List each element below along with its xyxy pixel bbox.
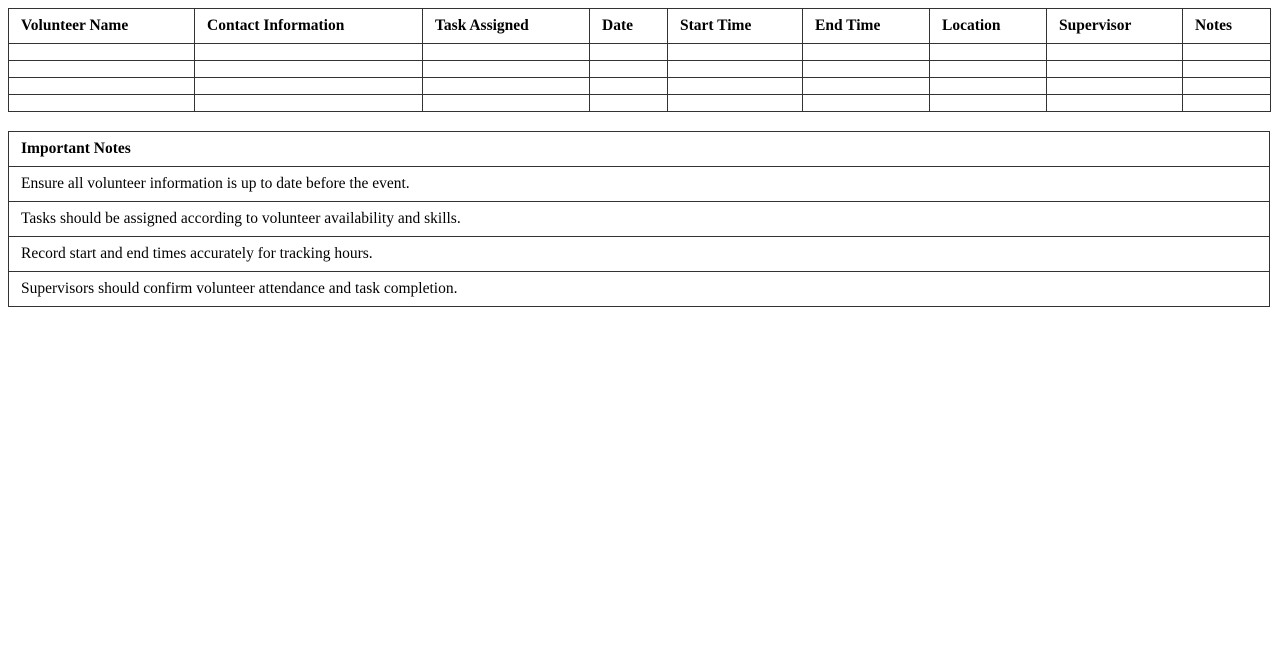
table-cell[interactable] — [590, 95, 668, 112]
column-header-location: Location — [930, 9, 1047, 44]
table-cell[interactable] — [1183, 44, 1271, 61]
table-cell[interactable] — [423, 44, 590, 61]
column-header-notes: Notes — [1183, 9, 1271, 44]
table-cell[interactable] — [930, 44, 1047, 61]
table-cell[interactable] — [1183, 95, 1271, 112]
table-cell[interactable] — [803, 78, 930, 95]
table-cell[interactable] — [1047, 61, 1183, 78]
document-body — [8, 8, 1270, 307]
table-cell[interactable] — [423, 95, 590, 112]
table-cell[interactable] — [1047, 95, 1183, 112]
list-item — [9, 237, 1270, 272]
table-cell[interactable] — [590, 61, 668, 78]
notes-title: Important Notes — [9, 132, 1270, 167]
table-cell[interactable] — [803, 44, 930, 61]
list-item — [9, 272, 1270, 307]
note-text: Ensure all volunteer information is up to date before the event. — [9, 167, 1270, 202]
notes-header-row — [9, 132, 1270, 167]
table-cell[interactable] — [668, 95, 803, 112]
table-cell[interactable] — [195, 44, 423, 61]
important-notes-table — [8, 131, 1270, 307]
table-cell[interactable] — [195, 95, 423, 112]
table-row — [9, 44, 1271, 61]
table-cell[interactable] — [423, 78, 590, 95]
table-row — [9, 61, 1271, 78]
column-header-start-time: Start Time — [668, 9, 803, 44]
table-cell[interactable] — [9, 78, 195, 95]
note-text: Supervisors should confirm volunteer attendance and task completion. — [9, 272, 1270, 307]
table-cell[interactable] — [803, 95, 930, 112]
column-header-volunteer-name: Volunteer Name — [9, 9, 195, 44]
table-cell[interactable] — [195, 61, 423, 78]
column-header-end-time: End Time — [803, 9, 930, 44]
table-cell[interactable] — [590, 78, 668, 95]
table-cell[interactable] — [9, 95, 195, 112]
table-cell[interactable] — [195, 78, 423, 95]
table-cell[interactable] — [1183, 78, 1271, 95]
table-cell[interactable] — [803, 61, 930, 78]
column-header-task-assigned: Task Assigned — [423, 9, 590, 44]
table-cell[interactable] — [930, 61, 1047, 78]
note-text: Tasks should be assigned according to volunteer availability and skills. — [9, 202, 1270, 237]
column-header-supervisor: Supervisor — [1047, 9, 1183, 44]
table-cell[interactable] — [668, 61, 803, 78]
note-text: Record start and end times accurately for tracking hours. — [9, 237, 1270, 272]
table-header-row — [9, 9, 1271, 44]
table-cell[interactable] — [668, 78, 803, 95]
table-row — [9, 95, 1271, 112]
table-cell[interactable] — [9, 44, 195, 61]
table-cell[interactable] — [423, 61, 590, 78]
column-header-date: Date — [590, 9, 668, 44]
table-cell[interactable] — [1047, 78, 1183, 95]
table-row — [9, 78, 1271, 95]
table-cell[interactable] — [9, 61, 195, 78]
table-cell[interactable] — [930, 95, 1047, 112]
list-item — [9, 202, 1270, 237]
column-header-contact-information: Contact Information — [195, 9, 423, 44]
table-cell[interactable] — [1183, 61, 1271, 78]
table-cell[interactable] — [1047, 44, 1183, 61]
table-cell[interactable] — [930, 78, 1047, 95]
volunteer-schedule-table — [8, 8, 1271, 112]
table-cell[interactable] — [668, 44, 803, 61]
table-cell[interactable] — [590, 44, 668, 61]
list-item — [9, 167, 1270, 202]
